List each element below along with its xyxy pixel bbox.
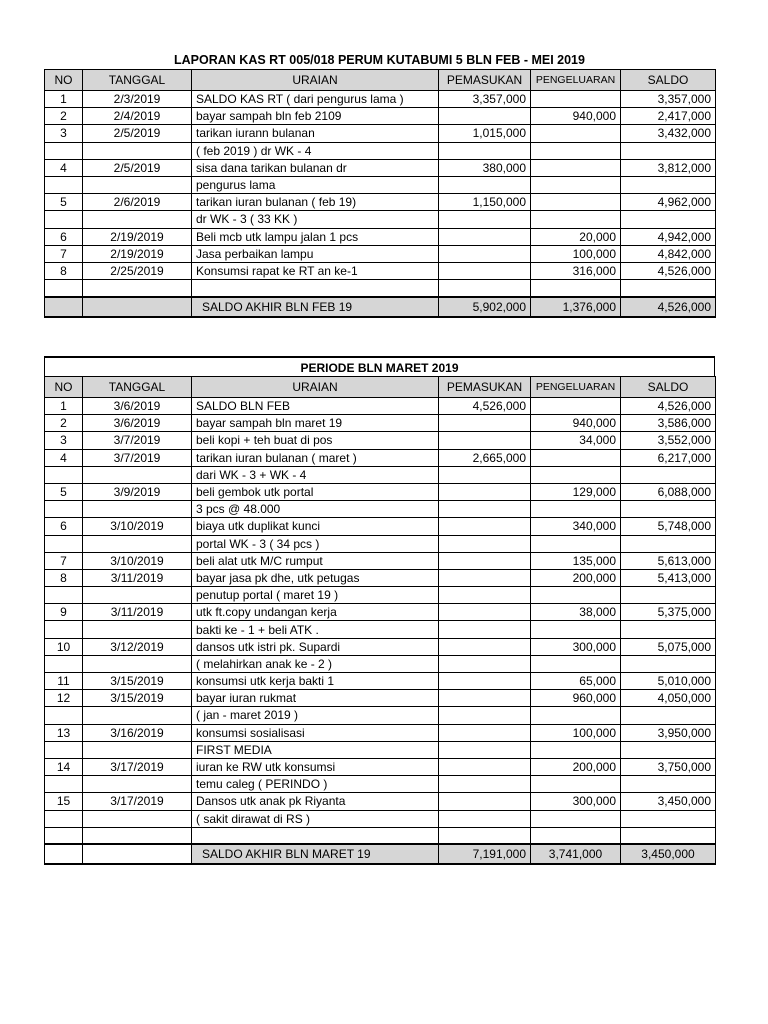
table-row — [45, 466, 716, 483]
row-no: 14 — [45, 758, 83, 775]
row-pemasukan: 1,015,000 — [439, 125, 531, 142]
feb-total-row — [45, 297, 716, 317]
row-pemasukan — [439, 108, 531, 125]
row-uraian: konsumsi sosialisasi — [192, 724, 439, 741]
row-saldo: 3,432,000 — [621, 125, 716, 142]
row-uraian: SALDO KAS RT ( dari pengurus lama ) — [192, 91, 439, 108]
row-uraian: pengurus lama — [192, 176, 439, 193]
row-pengeluaran — [531, 142, 621, 159]
table-row — [45, 483, 716, 500]
row-uraian: penutup portal ( maret 19 ) — [192, 587, 439, 604]
feb-ledger-table — [44, 69, 716, 318]
row-tanggal — [83, 501, 192, 518]
total-pemasukan: 7,191,000 — [439, 844, 531, 864]
row-saldo — [621, 466, 716, 483]
row-tanggal: 3/6/2019 — [83, 415, 192, 432]
row-no: 2 — [45, 415, 83, 432]
row-no: 2 — [45, 108, 83, 125]
row-tanggal: 2/25/2019 — [83, 262, 192, 279]
table-row — [45, 449, 716, 466]
row-pemasukan — [439, 535, 531, 552]
row-no — [45, 707, 83, 724]
table-row — [45, 194, 716, 211]
row-uraian: ( feb 2019 ) dr WK - 4 — [192, 142, 439, 159]
row-uraian: ( sakit dirawat di RS ) — [192, 810, 439, 827]
row-saldo: 2,417,000 — [621, 108, 716, 125]
row-saldo: 5,375,000 — [621, 604, 716, 621]
report-title: LAPORAN KAS RT 005/018 PERUM KUTABUMI 5 BLN FEB - MEI 2019 — [174, 53, 585, 67]
row-pemasukan — [439, 621, 531, 638]
row-pemasukan — [439, 793, 531, 810]
row-pengeluaran: 200,000 — [531, 758, 621, 775]
row-pemasukan — [439, 638, 531, 655]
row-saldo: 5,748,000 — [621, 518, 716, 535]
row-saldo: 3,812,000 — [621, 159, 716, 176]
row-no: 10 — [45, 638, 83, 655]
row-pemasukan — [439, 415, 531, 432]
col-header-uraian: URAIAN — [192, 377, 439, 398]
table-row — [45, 280, 716, 297]
row-tanggal — [83, 142, 192, 159]
row-no: 11 — [45, 673, 83, 690]
row-pengeluaran: 960,000 — [531, 690, 621, 707]
row-uraian: iuran ke RW utk konsumsi — [192, 758, 439, 775]
row-no — [45, 466, 83, 483]
row-uraian: konsumsi utk kerja bakti 1 — [192, 673, 439, 690]
row-pemasukan — [439, 724, 531, 741]
row-pemasukan — [439, 262, 531, 279]
row-saldo: 6,217,000 — [621, 449, 716, 466]
row-uraian: tarikan iuran bulanan ( feb 19) — [192, 194, 439, 211]
row-tanggal — [83, 655, 192, 672]
row-no: 1 — [45, 398, 83, 415]
table-row — [45, 587, 716, 604]
table-header-row — [45, 70, 716, 91]
march-total-row — [45, 844, 716, 864]
row-pemasukan: 380,000 — [439, 159, 531, 176]
row-pengeluaran: 38,000 — [531, 604, 621, 621]
col-header-saldo: SALDO — [621, 377, 716, 398]
row-no — [45, 741, 83, 758]
table-row — [45, 569, 716, 586]
row-saldo: 5,010,000 — [621, 673, 716, 690]
row-uraian: bayar jasa pk dhe, utk petugas — [192, 569, 439, 586]
table-row — [45, 621, 716, 638]
col-header-tanggal: TANGGAL — [83, 377, 192, 398]
row-tanggal: 3/10/2019 — [83, 552, 192, 569]
row-uraian: ( melahirkan anak ke - 2 ) — [192, 655, 439, 672]
row-saldo: 4,942,000 — [621, 228, 716, 245]
row-pemasukan — [439, 466, 531, 483]
table-row — [45, 724, 716, 741]
table-header-row — [45, 377, 716, 398]
row-pengeluaran: 34,000 — [531, 432, 621, 449]
row-saldo: 3,552,000 — [621, 432, 716, 449]
col-header-pemasukan: PEMASUKAN — [439, 70, 531, 91]
row-tanggal: 3/15/2019 — [83, 673, 192, 690]
col-header-saldo: SALDO — [621, 70, 716, 91]
row-saldo: 4,526,000 — [621, 398, 716, 415]
row-pemasukan — [439, 707, 531, 724]
row-pengeluaran — [531, 466, 621, 483]
row-no: 6 — [45, 518, 83, 535]
row-saldo — [621, 707, 716, 724]
table-row — [45, 758, 716, 775]
total-saldo: 4,526,000 — [621, 297, 716, 317]
row-saldo — [621, 776, 716, 793]
table-row — [45, 245, 716, 262]
row-tanggal: 3/17/2019 — [83, 793, 192, 810]
row-pengeluaran — [531, 159, 621, 176]
row-uraian: dr WK - 3 ( 33 KK ) — [192, 211, 439, 228]
row-saldo — [621, 280, 716, 297]
row-tanggal — [83, 707, 192, 724]
row-uraian: dari WK - 3 + WK - 4 — [192, 466, 439, 483]
row-saldo — [621, 655, 716, 672]
row-tanggal: 2/19/2019 — [83, 245, 192, 262]
row-pemasukan — [439, 483, 531, 500]
row-uraian: biaya utk duplikat kunci — [192, 518, 439, 535]
row-uraian: utk ft.copy undangan kerja — [192, 604, 439, 621]
row-pengeluaran — [531, 211, 621, 228]
row-saldo — [621, 621, 716, 638]
table-row — [45, 176, 716, 193]
row-no: 8 — [45, 569, 83, 586]
table-row — [45, 638, 716, 655]
row-saldo: 3,586,000 — [621, 415, 716, 432]
row-saldo: 3,450,000 — [621, 793, 716, 810]
row-no — [45, 827, 83, 844]
table-row — [45, 432, 716, 449]
row-uraian: 3 pcs @ 48.000 — [192, 501, 439, 518]
row-pengeluaran — [531, 535, 621, 552]
col-header-pemasukan: PEMASUKAN — [439, 377, 531, 398]
row-saldo: 5,613,000 — [621, 552, 716, 569]
row-pemasukan — [439, 501, 531, 518]
table-row — [45, 690, 716, 707]
table-row — [45, 125, 716, 142]
row-pemasukan — [439, 827, 531, 844]
row-pengeluaran: 200,000 — [531, 569, 621, 586]
table-row — [45, 776, 716, 793]
row-pengeluaran: 940,000 — [531, 415, 621, 432]
row-no: 9 — [45, 604, 83, 621]
table-row — [45, 793, 716, 810]
row-no: 6 — [45, 228, 83, 245]
table-row — [45, 707, 716, 724]
row-tanggal: 2/4/2019 — [83, 108, 192, 125]
row-tanggal — [83, 176, 192, 193]
total-pengeluaran: 3,741,000 — [531, 844, 621, 864]
row-uraian: dansos utk istri pk. Supardi — [192, 638, 439, 655]
col-header-no: NO — [45, 70, 83, 91]
row-saldo — [621, 587, 716, 604]
row-pengeluaran — [531, 449, 621, 466]
row-saldo: 4,050,000 — [621, 690, 716, 707]
row-pengeluaran: 300,000 — [531, 793, 621, 810]
row-saldo — [621, 741, 716, 758]
row-pengeluaran — [531, 741, 621, 758]
row-pemasukan — [439, 810, 531, 827]
table-row — [45, 741, 716, 758]
row-pengeluaran — [531, 810, 621, 827]
row-tanggal: 3/7/2019 — [83, 449, 192, 466]
row-no: 5 — [45, 194, 83, 211]
row-pengeluaran — [531, 827, 621, 844]
row-pemasukan — [439, 758, 531, 775]
total-pemasukan: 5,902,000 — [439, 297, 531, 317]
row-uraian: FIRST MEDIA — [192, 741, 439, 758]
row-uraian: tarikan iurann bulanan — [192, 125, 439, 142]
row-uraian: Jasa perbaikan lampu — [192, 245, 439, 262]
row-uraian: beli gembok utk portal — [192, 483, 439, 500]
row-uraian: bayar iuran rukmat — [192, 690, 439, 707]
table-row — [45, 108, 716, 125]
row-no: 7 — [45, 552, 83, 569]
row-pengeluaran — [531, 587, 621, 604]
row-pengeluaran: 316,000 — [531, 262, 621, 279]
row-tanggal: 3/9/2019 — [83, 483, 192, 500]
row-tanggal — [83, 587, 192, 604]
row-uraian: Dansos utk anak pk Riyanta — [192, 793, 439, 810]
row-tanggal — [83, 621, 192, 638]
row-tanggal: 3/17/2019 — [83, 758, 192, 775]
row-tanggal: 3/11/2019 — [83, 604, 192, 621]
row-pemasukan — [439, 245, 531, 262]
row-no — [45, 501, 83, 518]
row-tanggal — [83, 211, 192, 228]
row-pemasukan — [439, 518, 531, 535]
row-saldo: 6,088,000 — [621, 483, 716, 500]
row-saldo — [621, 827, 716, 844]
row-pengeluaran: 129,000 — [531, 483, 621, 500]
row-uraian: beli kopi + teh buat di pos — [192, 432, 439, 449]
table-row — [45, 91, 716, 108]
row-no: 7 — [45, 245, 83, 262]
row-no — [45, 142, 83, 159]
row-saldo — [621, 211, 716, 228]
row-no — [45, 535, 83, 552]
table-row — [45, 398, 716, 415]
total-date-cell — [83, 844, 192, 864]
col-header-pengeluaran: PENGELUARAN — [531, 70, 621, 91]
row-pengeluaran: 135,000 — [531, 552, 621, 569]
row-saldo: 3,357,000 — [621, 91, 716, 108]
row-tanggal: 2/19/2019 — [83, 228, 192, 245]
row-pengeluaran — [531, 501, 621, 518]
row-pemasukan — [439, 587, 531, 604]
row-tanggal — [83, 827, 192, 844]
march-ledger-table — [44, 376, 716, 865]
row-tanggal — [83, 466, 192, 483]
row-pemasukan — [439, 142, 531, 159]
row-uraian: Konsumsi rapat ke RT an ke-1 — [192, 262, 439, 279]
col-header-pengeluaran: PENGELUARAN — [531, 377, 621, 398]
row-pemasukan — [439, 655, 531, 672]
row-no — [45, 621, 83, 638]
row-pengeluaran: 300,000 — [531, 638, 621, 655]
row-saldo — [621, 142, 716, 159]
row-tanggal — [83, 280, 192, 297]
total-label: SALDO AKHIR BLN MARET 19 — [192, 844, 439, 864]
row-pengeluaran — [531, 280, 621, 297]
row-pemasukan: 1,150,000 — [439, 194, 531, 211]
row-pengeluaran: 20,000 — [531, 228, 621, 245]
row-pemasukan — [439, 211, 531, 228]
row-no: 4 — [45, 159, 83, 176]
row-pengeluaran — [531, 125, 621, 142]
table-row — [45, 810, 716, 827]
row-saldo: 5,413,000 — [621, 569, 716, 586]
row-pemasukan: 4,526,000 — [439, 398, 531, 415]
col-header-tanggal: TANGGAL — [83, 70, 192, 91]
table-row — [45, 211, 716, 228]
row-no: 3 — [45, 432, 83, 449]
row-saldo: 3,950,000 — [621, 724, 716, 741]
row-tanggal — [83, 810, 192, 827]
row-pengeluaran: 940,000 — [531, 108, 621, 125]
row-uraian: ( jan - maret 2019 ) — [192, 707, 439, 724]
table-row — [45, 501, 716, 518]
table-row — [45, 552, 716, 569]
row-uraian: tarikan iuran bulanan ( maret ) — [192, 449, 439, 466]
row-uraian: SALDO BLN FEB — [192, 398, 439, 415]
row-pengeluaran — [531, 91, 621, 108]
row-no: 4 — [45, 449, 83, 466]
row-uraian: sisa dana tarikan bulanan dr — [192, 159, 439, 176]
row-pengeluaran — [531, 194, 621, 211]
row-tanggal — [83, 776, 192, 793]
row-tanggal — [83, 535, 192, 552]
row-no — [45, 655, 83, 672]
row-uraian: bakti ke - 1 + beli ATK . — [192, 621, 439, 638]
total-label: SALDO AKHIR BLN FEB 19 — [192, 297, 439, 317]
table-row — [45, 262, 716, 279]
row-no: 1 — [45, 91, 83, 108]
row-pemasukan: 3,357,000 — [439, 91, 531, 108]
total-saldo: 3,450,000 — [621, 844, 716, 864]
row-no — [45, 211, 83, 228]
row-saldo: 4,962,000 — [621, 194, 716, 211]
row-tanggal: 3/10/2019 — [83, 518, 192, 535]
row-tanggal: 2/5/2019 — [83, 125, 192, 142]
row-no: 12 — [45, 690, 83, 707]
total-date-cell — [83, 297, 192, 317]
row-saldo: 4,842,000 — [621, 245, 716, 262]
row-no — [45, 176, 83, 193]
row-uraian: portal WK - 3 ( 34 pcs ) — [192, 535, 439, 552]
row-tanggal — [83, 741, 192, 758]
table-row — [45, 535, 716, 552]
table-row — [45, 673, 716, 690]
table-row — [45, 228, 716, 245]
table-row — [45, 142, 716, 159]
row-uraian: beli alat utk M/C rumput — [192, 552, 439, 569]
table-row — [45, 159, 716, 176]
row-no: 8 — [45, 262, 83, 279]
row-pemasukan — [439, 673, 531, 690]
row-pengeluaran: 100,000 — [531, 724, 621, 741]
table-row — [45, 518, 716, 535]
row-pemasukan: 2,665,000 — [439, 449, 531, 466]
row-tanggal: 2/6/2019 — [83, 194, 192, 211]
row-no — [45, 810, 83, 827]
row-pemasukan — [439, 552, 531, 569]
row-tanggal: 3/16/2019 — [83, 724, 192, 741]
row-pemasukan — [439, 228, 531, 245]
row-saldo: 3,750,000 — [621, 758, 716, 775]
row-pengeluaran — [531, 707, 621, 724]
row-saldo — [621, 176, 716, 193]
row-no: 13 — [45, 724, 83, 741]
row-tanggal: 2/3/2019 — [83, 91, 192, 108]
row-no — [45, 587, 83, 604]
row-tanggal: 3/6/2019 — [83, 398, 192, 415]
row-pemasukan — [439, 604, 531, 621]
row-pemasukan — [439, 741, 531, 758]
row-pemasukan — [439, 690, 531, 707]
row-no — [45, 280, 83, 297]
row-pengeluaran: 100,000 — [531, 245, 621, 262]
table-row — [45, 655, 716, 672]
row-pengeluaran — [531, 398, 621, 415]
total-no-cell — [45, 844, 83, 864]
row-saldo — [621, 810, 716, 827]
col-header-uraian: URAIAN — [192, 70, 439, 91]
row-saldo — [621, 501, 716, 518]
row-uraian: bayar sampah bln maret 19 — [192, 415, 439, 432]
row-pengeluaran — [531, 655, 621, 672]
total-pengeluaran: 1,376,000 — [531, 297, 621, 317]
row-tanggal: 3/7/2019 — [83, 432, 192, 449]
row-pengeluaran — [531, 176, 621, 193]
row-pemasukan — [439, 776, 531, 793]
row-pengeluaran — [531, 776, 621, 793]
row-pengeluaran: 340,000 — [531, 518, 621, 535]
table-row — [45, 604, 716, 621]
col-header-no: NO — [45, 377, 83, 398]
row-pemasukan — [439, 569, 531, 586]
row-pengeluaran: 65,000 — [531, 673, 621, 690]
row-uraian: temu caleg ( PERINDO ) — [192, 776, 439, 793]
row-pemasukan — [439, 176, 531, 193]
row-tanggal: 3/11/2019 — [83, 569, 192, 586]
march-period-title: PERIODE BLN MARET 2019 — [44, 356, 715, 376]
row-tanggal: 3/12/2019 — [83, 638, 192, 655]
row-saldo: 4,526,000 — [621, 262, 716, 279]
row-no: 15 — [45, 793, 83, 810]
row-pemasukan — [439, 280, 531, 297]
row-uraian — [192, 280, 439, 297]
row-pemasukan — [439, 432, 531, 449]
row-no — [45, 776, 83, 793]
row-tanggal: 3/15/2019 — [83, 690, 192, 707]
row-pengeluaran — [531, 621, 621, 638]
table-row — [45, 827, 716, 844]
row-saldo — [621, 535, 716, 552]
row-uraian: bayar sampah bln feb 2109 — [192, 108, 439, 125]
row-no: 3 — [45, 125, 83, 142]
row-tanggal: 2/5/2019 — [83, 159, 192, 176]
table-row — [45, 415, 716, 432]
row-uraian: Beli mcb utk lampu jalan 1 pcs — [192, 228, 439, 245]
row-no: 5 — [45, 483, 83, 500]
row-saldo: 5,075,000 — [621, 638, 716, 655]
total-no-cell — [45, 297, 83, 317]
row-uraian — [192, 827, 439, 844]
